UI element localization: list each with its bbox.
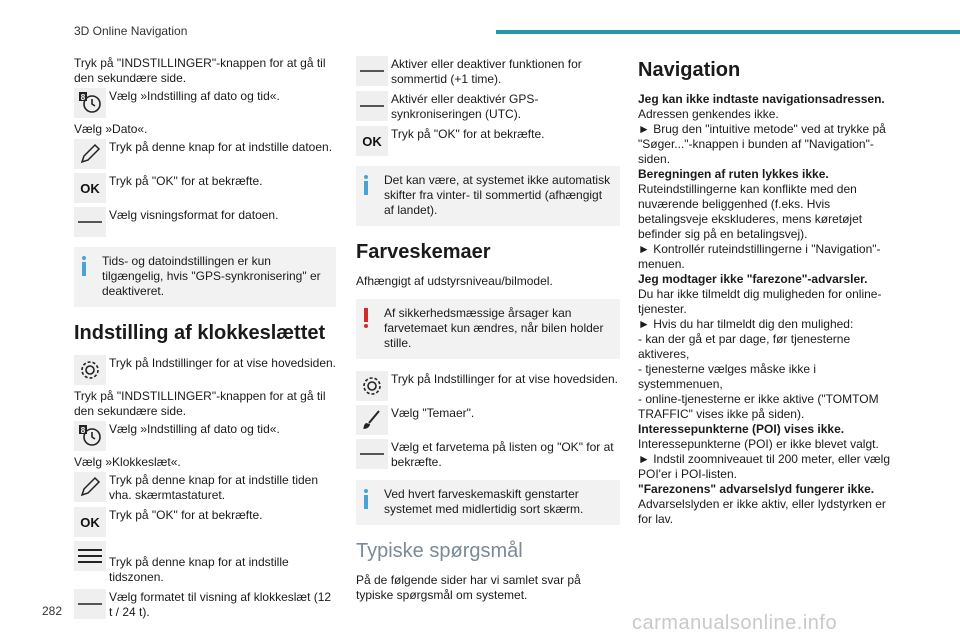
instruction-text: Tryk på denne knap for at indstille tiden vha. skærmtastaturet.: [109, 473, 319, 502]
note-text: Tids- og datoindstillingen er kun tilgængelig, hvis "GPS-synkronisering" er deaktiveret.: [102, 254, 321, 298]
watermark: carmanualsonline.info: [632, 612, 838, 634]
faq-answer: Du har ikke tilmeldt dig muligheden for online-tjenester.: [638, 287, 882, 316]
faq-answer: - kan der gå et par dage, før tjenesterne aktiveres,: [638, 332, 851, 361]
instruction-text: Tryk på Indstillinger for at vise hovedsiden.: [391, 372, 618, 386]
instruction-text: Tryk på Indstillinger for at vise hovedsiden.: [109, 356, 336, 370]
faq-answer: ► Indstil zoomniveauet til 200 meter, eller vælg POI'er i POI-listen.: [638, 452, 890, 481]
instruction-row: [356, 56, 620, 87]
faq-question: Interessepunkterne (POI) vises ikke.: [638, 422, 845, 436]
faq-answer: - online-tjenesterne er ikke aktive ("TOMTOM TRAFFIC" vises ikke på siden).: [638, 392, 879, 421]
instruction-text: Aktiver eller deaktiver funktionen for sommertid (+1 time).: [391, 57, 582, 86]
settings-clock-icon: [74, 421, 106, 451]
ok-icon: OK: [74, 173, 106, 203]
gear-icon: [356, 371, 388, 401]
faq-answer: - tjenesterne vælges måske ikke i systemmenuen,: [638, 362, 817, 391]
instruction-text: Vælg "Temaer".: [391, 406, 475, 420]
instruction-text: Vælg formatet til visning af klokkeslæt (12 t / 24 t).: [109, 590, 332, 619]
info-note: [356, 166, 620, 226]
note-text: Ved hvert farveskemaskift genstarter systemet med midlertidig sort skærm.: [384, 487, 584, 516]
instruction-row: [74, 207, 336, 237]
instruction-row: [74, 139, 336, 169]
section-heading: Navigation: [638, 59, 741, 81]
column-1: [74, 56, 336, 624]
instruction-text: Vælg »Indstilling af dato og tid«.: [109, 422, 280, 436]
gear-icon: [74, 355, 106, 385]
instruction-row: [356, 371, 620, 401]
instruction-row: [74, 88, 336, 118]
section-heading: Indstilling af klokkeslættet: [74, 322, 326, 344]
faq-answer: Interessepunkterne (POI) er ikke blevet valgt.: [638, 437, 879, 451]
column-2: [356, 56, 620, 605]
faq-question: Jeg modtager ikke "farezone"-advarsler.: [638, 272, 868, 286]
paintbrush-icon: [356, 405, 388, 435]
page-number: 282: [42, 604, 63, 618]
faq-answer: ► Brug den "intuitive metode" ved at trykke på "Søger..."-knappen i bunden af "Navigation"-siden.: [638, 122, 886, 166]
faq-answer: Advarselslyden er ikke aktiv, eller lydstyrken er for lav.: [638, 497, 886, 526]
faq-answer: Adressen genkendes ikke.: [638, 107, 779, 121]
list-line-icon: [356, 56, 388, 86]
instruction-row: [356, 91, 620, 122]
paragraph: Tryk på "INDSTILLINGER"-knappen for at gå til den sekundære side.: [74, 389, 326, 418]
note-text: Af sikkerhedsmæssige årsager kan farvetemaet kun ændres, når bilen holder stille.: [384, 306, 604, 350]
section-heading: Typiske spørgsmål: [356, 540, 523, 562]
running-header: 3D Online Navigation: [74, 24, 188, 38]
faq-answer: ► Kontrollér ruteindstillingerne i "Navigation"-menuen.: [638, 242, 881, 271]
pencil-icon: [74, 472, 106, 502]
note-text: Det kan være, at systemet ikke automatisk skifter fra vinter- til sommertid (afhængigt af landet).: [384, 173, 611, 217]
section-heading: Farveskemaer: [356, 241, 491, 263]
info-note: [74, 247, 336, 307]
instruction-row: [74, 541, 336, 585]
paragraph: Vælg »Dato«.: [74, 122, 148, 136]
list-line-icon: [356, 91, 388, 121]
icon-badge: 8: [80, 426, 86, 435]
paragraph: På de følgende sider har vi samlet svar på typiske spørgsmål om systemet.: [356, 573, 581, 602]
instruction-row: [356, 126, 620, 156]
instruction-row: [74, 421, 336, 451]
instruction-row: [74, 589, 336, 620]
info-icon: [364, 489, 368, 509]
ok-icon: OK: [74, 507, 106, 537]
faq-answer: Ruteindstillingerne kan konflikte med den nuværende beliggenhed (f.eks. Hvis betalingsveje ekskluderes, mens køretøjet befinder sig på en betalingsvej).: [638, 182, 863, 241]
paragraph: Vælg »Klokkeslæt«.: [74, 455, 181, 469]
info-note: [356, 480, 620, 525]
paragraph: Afhængigt af udstyrsniveau/bilmodel.: [356, 274, 553, 288]
faq-answer: ► Hvis du har tilmeldt dig den mulighed:: [638, 317, 854, 331]
header-accent-bar: [496, 30, 960, 34]
list-line-icon: [74, 589, 106, 619]
instruction-text: Vælg visningsformat for datoen.: [109, 208, 279, 222]
warning-note: [356, 299, 620, 359]
list-line-icon: [74, 207, 106, 237]
instruction-text: Tryk på "OK" for at bekræfte.: [391, 127, 545, 141]
info-icon: [82, 256, 86, 276]
instruction-text: Tryk på denne knap for at indstille datoen.: [109, 140, 333, 154]
instruction-text: Tryk på "OK" for at bekræfte.: [109, 174, 263, 188]
instruction-row: [74, 355, 336, 385]
instruction-row: [356, 439, 620, 470]
instruction-row: [74, 507, 336, 537]
instruction-text: Aktivér eller deaktivér GPS-synkroniseringen (UTC).: [391, 92, 539, 121]
faq-question: Beregningen af ruten lykkes ikke.: [638, 167, 829, 181]
menu-icon: [74, 541, 106, 571]
paragraph: Tryk på "INDSTILLINGER"-knappen for at gå til den sekundære side.: [74, 56, 326, 85]
faq-question: Jeg kan ikke indtaste navigationsadressen.: [638, 92, 885, 106]
instruction-row: [356, 405, 620, 435]
warning-icon: [364, 308, 368, 328]
faq-list: [638, 92, 900, 527]
instruction-text: Vælg »Indstilling af dato og tid«.: [109, 89, 280, 103]
faq-question: "Farezonens" advarselslyd fungerer ikke.: [638, 482, 875, 496]
instruction-text: Tryk på denne knap for at indstille tidszonen.: [109, 555, 289, 584]
instruction-text: Vælg et farvetema på listen og "OK" for at bekræfte.: [391, 440, 614, 469]
ok-icon: OK: [356, 126, 388, 156]
column-3: [638, 56, 900, 527]
info-icon: [364, 175, 368, 195]
list-line-icon: [356, 439, 388, 469]
pencil-icon: [74, 139, 106, 169]
instruction-text: Tryk på "OK" for at bekræfte.: [109, 508, 263, 522]
icon-badge: 8: [80, 93, 86, 102]
settings-clock-icon: [74, 88, 106, 118]
instruction-row: [74, 173, 336, 203]
instruction-row: [74, 472, 336, 503]
